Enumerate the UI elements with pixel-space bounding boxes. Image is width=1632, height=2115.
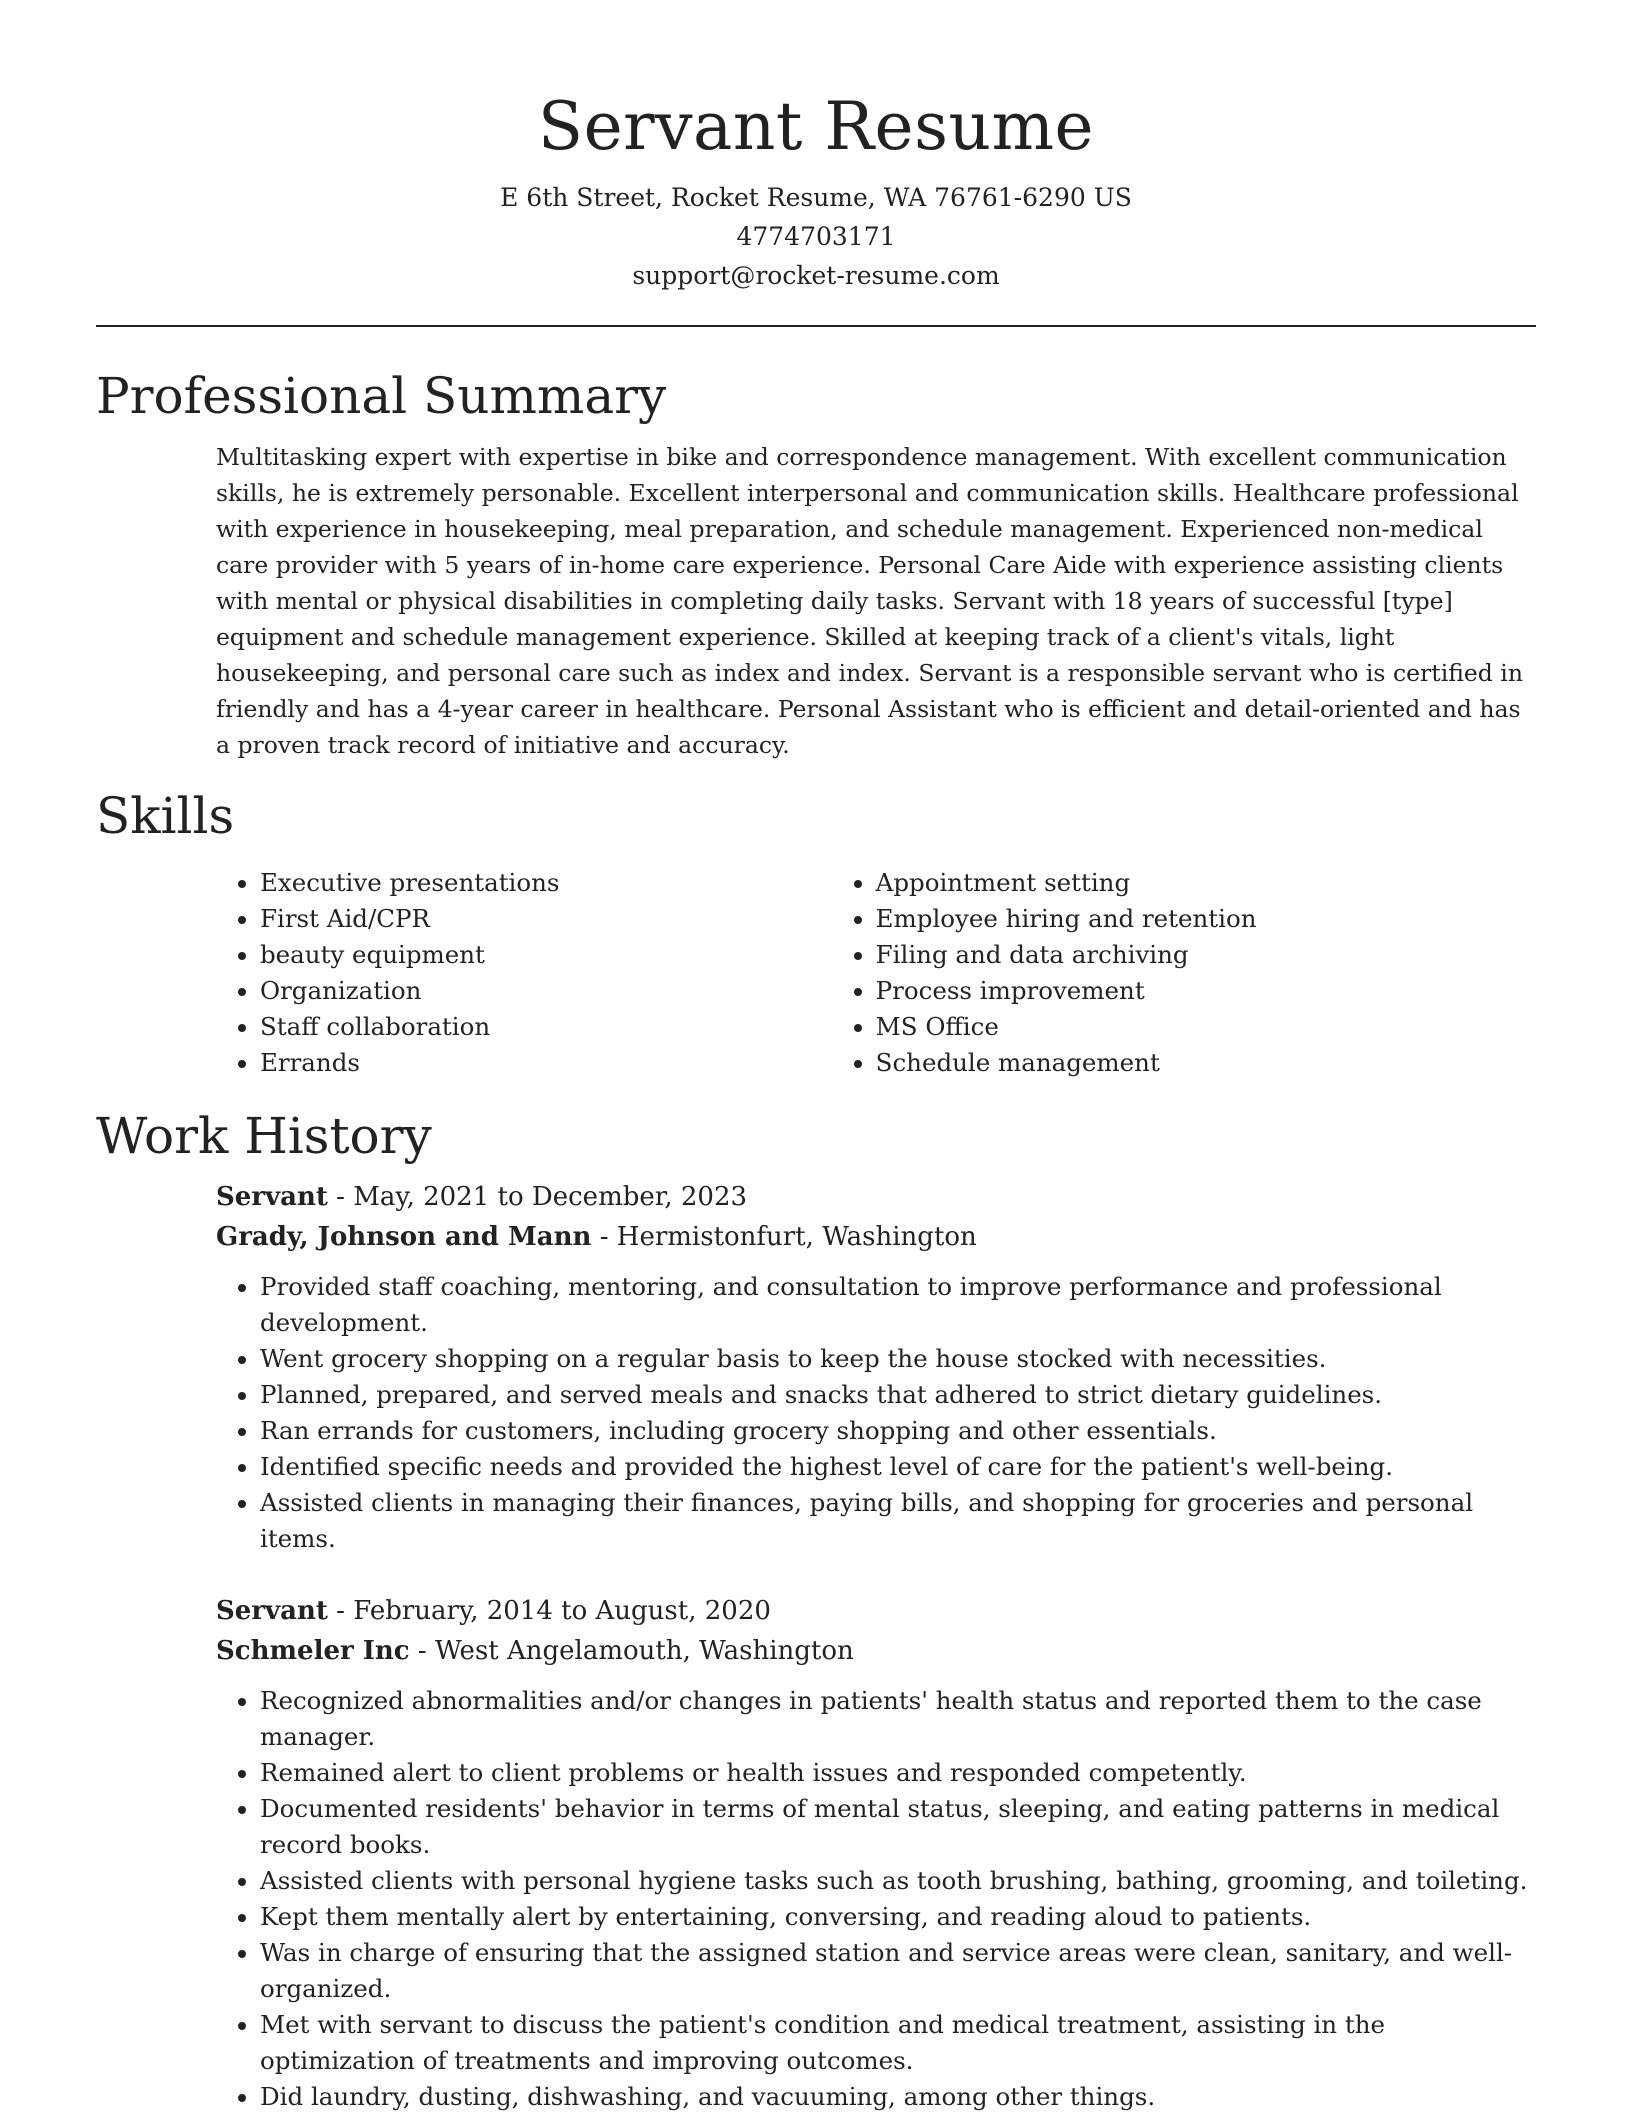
contact-address: E 6th Street, Rocket Resume, WA 76761-6290 US xyxy=(500,183,1132,212)
job-duty: • Remained alert to client problems or health issues and responded competently. xyxy=(260,1755,1536,1791)
job-duty: • Recognized abnormalities and/or changes in patients' health status and reported them to the case manager. xyxy=(260,1683,1536,1755)
skill-item: • Staff collaboration xyxy=(260,1009,832,1045)
job-duty: • Met with servant to discuss the patient's condition and medical treatment, assisting in the optimization of treatments and improving outcomes. xyxy=(260,2007,1536,2079)
skill-item: • Employee hiring and retention xyxy=(876,901,1536,937)
skill-item: • Executive presentations xyxy=(260,865,832,901)
job-duty: • Assisted clients with personal hygiene tasks such as tooth brushing, bathing, grooming, and toileting. xyxy=(260,1863,1536,1899)
job-duty: • Ran errands for customers, including grocery shopping and other essentials. xyxy=(260,1413,1536,1449)
section-heading-summary: Professional Summary xyxy=(96,367,667,425)
skill-item: • MS Office xyxy=(876,1009,1536,1045)
skill-item: • Appointment setting xyxy=(876,865,1536,901)
job-title: Servant xyxy=(216,1182,328,1212)
job-title-line xyxy=(216,1591,1536,1631)
job-company-line xyxy=(216,1631,1536,1671)
job-duties xyxy=(216,1269,1536,1557)
skill-item: • Errands xyxy=(260,1045,832,1081)
contact-email: support@rocket-resume.com xyxy=(632,261,1000,290)
section-heading-work-history: Work History xyxy=(96,1107,432,1165)
job-duty: • Went grocery shopping on a regular basis to keep the house stocked with necessities. xyxy=(260,1341,1536,1377)
job-entry xyxy=(216,1177,1536,1557)
skills-column-left xyxy=(216,865,832,1081)
job-title-line xyxy=(216,1177,1536,1217)
job-duty: • Was in charge of ensuring that the assigned station and service areas were clean, sanitary, and well-organized. xyxy=(260,1935,1536,2007)
job-location: - West Angelamouth, Washington xyxy=(409,1636,854,1666)
header-divider xyxy=(96,325,1536,327)
skill-item: • Organization xyxy=(260,973,832,1009)
job-company: Schmeler Inc xyxy=(216,1636,410,1666)
skill-item: • Schedule management xyxy=(876,1045,1536,1081)
job-duty: • Assisted clients in managing their finances, paying bills, and shopping for groceries and personal items. xyxy=(260,1485,1536,1557)
resume-name: Servant Resume xyxy=(537,88,1095,165)
job-duty: • Planned, prepared, and served meals and snacks that adhered to strict dietary guidelines. xyxy=(260,1377,1536,1413)
job-duty: • Documented residents' behavior in terms of mental status, sleeping, and eating patterns in medical record books. xyxy=(260,1791,1536,1863)
job-duty: • Identified specific needs and provided the highest level of care for the patient's well-being. xyxy=(260,1449,1536,1485)
skills-column-right xyxy=(832,865,1536,1081)
resume-page xyxy=(96,0,1536,2115)
contact-block xyxy=(96,178,1536,295)
skill-item: • Filing and data archiving xyxy=(876,937,1536,973)
job-duty: • Provided staff coaching, mentoring, and consultation to improve performance and professional development. xyxy=(260,1269,1536,1341)
job-dates: - May, 2021 to December, 2023 xyxy=(327,1182,748,1212)
skill-item: • Process improvement xyxy=(876,973,1536,1009)
job-company-line xyxy=(216,1217,1536,1257)
job-duty: • Did laundry, dusting, dishwashing, and vacuuming, among other things. xyxy=(260,2079,1536,2115)
job-company: Grady, Johnson and Mann xyxy=(216,1222,592,1252)
skill-item: • First Aid/CPR xyxy=(260,901,832,937)
job-location: - Hermistonfurt, Washington xyxy=(591,1222,977,1252)
skills-list xyxy=(216,865,1536,1081)
job-title: Servant xyxy=(216,1596,328,1626)
job-dates: - February, 2014 to August, 2020 xyxy=(327,1596,771,1626)
skill-item: • beauty equipment xyxy=(260,937,832,973)
job-entry xyxy=(216,1591,1536,2115)
section-heading-skills: Skills xyxy=(96,787,235,845)
summary-text: Multitasking expert with expertise in bike and correspondence management. With excellent communication skills, he is extremely personable. Excellent interpersonal and communication skills. Healthcare professional with experience in housekeeping, meal preparation, and schedule management. Experienced non-medical care provider with 5 years of in-home care experience. Personal Care Aide with experience assisting clients with mental or physical disabilities in completing daily tasks. Servant with 18 years of successful [type] equipment and schedule management experience. Skilled at keeping track of a client's vitals, light housekeeping, and personal care such as index and index. Servant is a responsible servant who is certified in friendly and has a 4-year career in healthcare. Personal Assistant who is efficient and detail-oriented and has a proven track record of initiative and accuracy. xyxy=(216,443,1523,759)
job-duties xyxy=(216,1683,1536,2115)
job-duty: • Kept them mentally alert by entertaining, conversing, and reading aloud to patients. xyxy=(260,1899,1536,1935)
contact-phone: 4774703171 xyxy=(736,222,896,251)
